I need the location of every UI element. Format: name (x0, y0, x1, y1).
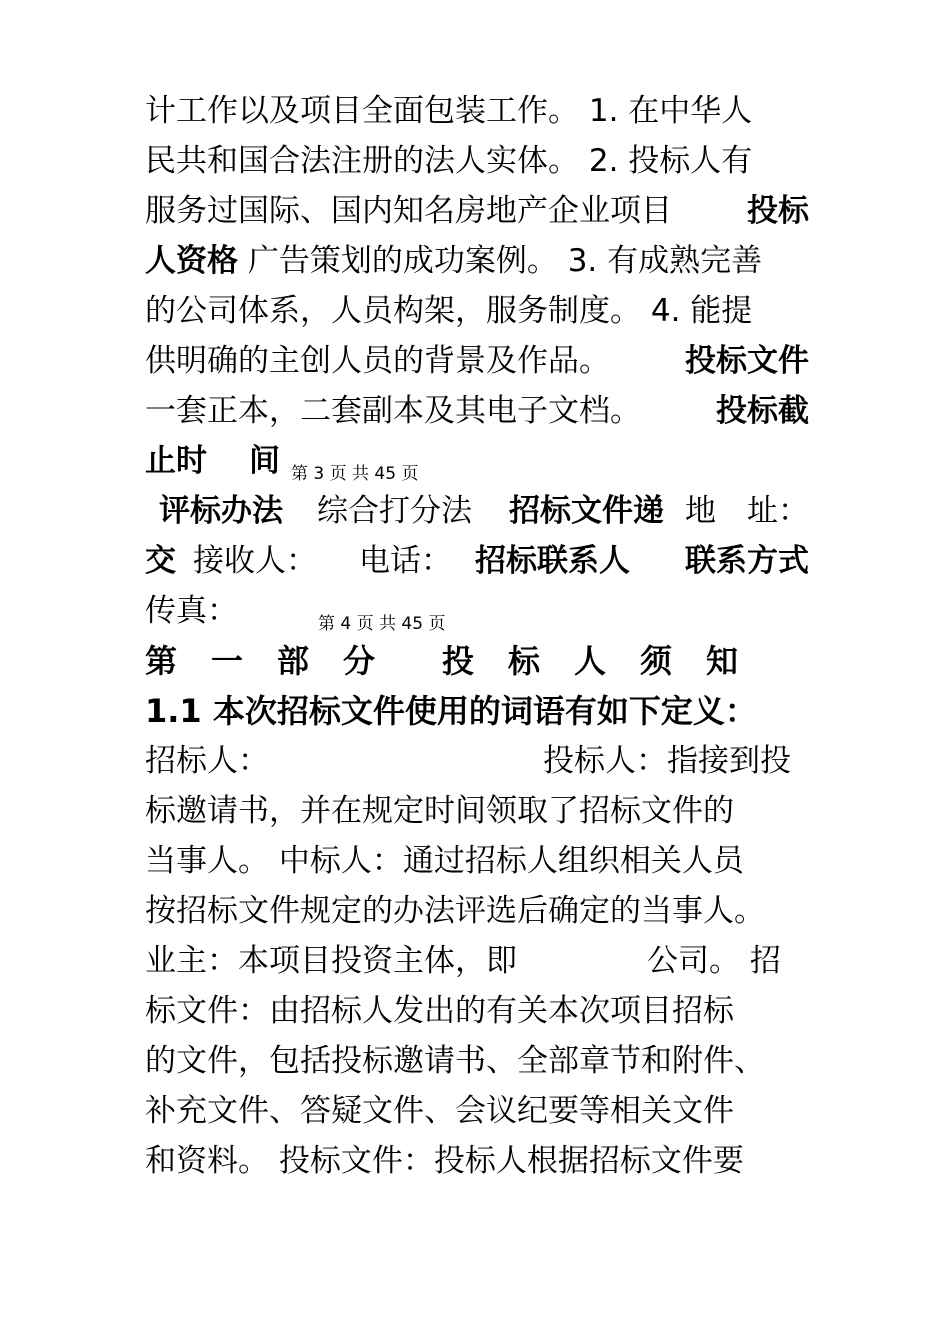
text-line: 标邀请书，并在规定时间领取了招标文件的 (145, 793, 734, 829)
text-span: 广告策划的成功案例。 3. 有成熟完善 (247, 243, 763, 279)
text-span: 业主：本项目投资主体，即 (145, 943, 517, 979)
text-span: 民共和国合法注册的法人实体。 2. 投标人有 (145, 143, 753, 179)
text-span: 公司。 招 (647, 943, 781, 979)
subsection-heading: 1.1 本次招标文件使用的词语有如下定义： (145, 692, 757, 730)
text-span: 一套正本，二套副本及其电子文档。 (145, 393, 641, 429)
text-line (145, 736, 809, 786)
text-line (145, 586, 809, 636)
text-span: 服务过国际、国内知名房地产企业项目 (145, 193, 672, 229)
bold-label: 投标截 (716, 393, 809, 429)
text-line: 的文件，包括投标邀请书、全部章节和附件、 (145, 1043, 765, 1079)
text-span: 供明确的主创人员的背景及作品。 (145, 343, 610, 379)
text-line (145, 286, 809, 336)
bold-label: 交 (145, 543, 176, 579)
bold-label: 间 (249, 443, 280, 479)
bold-label: 招标文件递 (509, 493, 664, 529)
text-span: 招标人： (145, 743, 269, 779)
text-span: 传真： (145, 593, 238, 629)
bold-label: 招标联系人 (475, 543, 630, 579)
bold-label: 评标办法 (159, 493, 283, 529)
text-line (145, 136, 809, 186)
page-number: 第 4 页 共 45 页 (318, 614, 446, 634)
bold-label: 投标 (747, 193, 809, 229)
text-line (145, 236, 809, 286)
text-line (145, 486, 809, 536)
text-line (145, 936, 809, 986)
text-line (145, 386, 809, 436)
section-heading: 第 一 部 分 投 标 人 须 知 (145, 642, 740, 680)
text-span: 电话： (359, 543, 452, 579)
text-line: 补充文件、答疑文件、会议纪要等相关文件 (145, 1093, 734, 1129)
text-span: 计工作以及项目全面包装工作。 1. 在中华人 (145, 93, 753, 129)
text-line (145, 536, 809, 586)
page-number: 第 3 页 共 45 页 (291, 464, 419, 484)
text-line: 当事人。 中标人：通过招标人组织相关人员 (145, 843, 744, 879)
text-line: 按招标文件规定的办法评选后确定的当事人。 (145, 893, 765, 929)
bold-label: 止时 (145, 443, 207, 479)
text-span: 的公司体系，人员构架，服务制度。 4. 能提 (145, 293, 753, 329)
text-line: 标文件：由招标人发出的有关本次项目招标 (145, 993, 734, 1029)
text-line: 和资料。 投标文件：投标人根据招标文件要 (145, 1143, 744, 1179)
bold-label: 投标文件 (685, 343, 809, 379)
bold-label: 联系方式 (685, 543, 809, 579)
text-line (145, 336, 809, 386)
text-line (145, 186, 809, 236)
text-line (145, 86, 809, 136)
text-span: 地 址： (685, 493, 809, 529)
text-line (145, 436, 809, 486)
bold-label: 人资格 (145, 243, 238, 279)
text-span: 接收人： (193, 543, 317, 579)
text-span: 综合打分法 (317, 493, 472, 529)
text-span: 投标人：指接到投 (543, 743, 791, 779)
